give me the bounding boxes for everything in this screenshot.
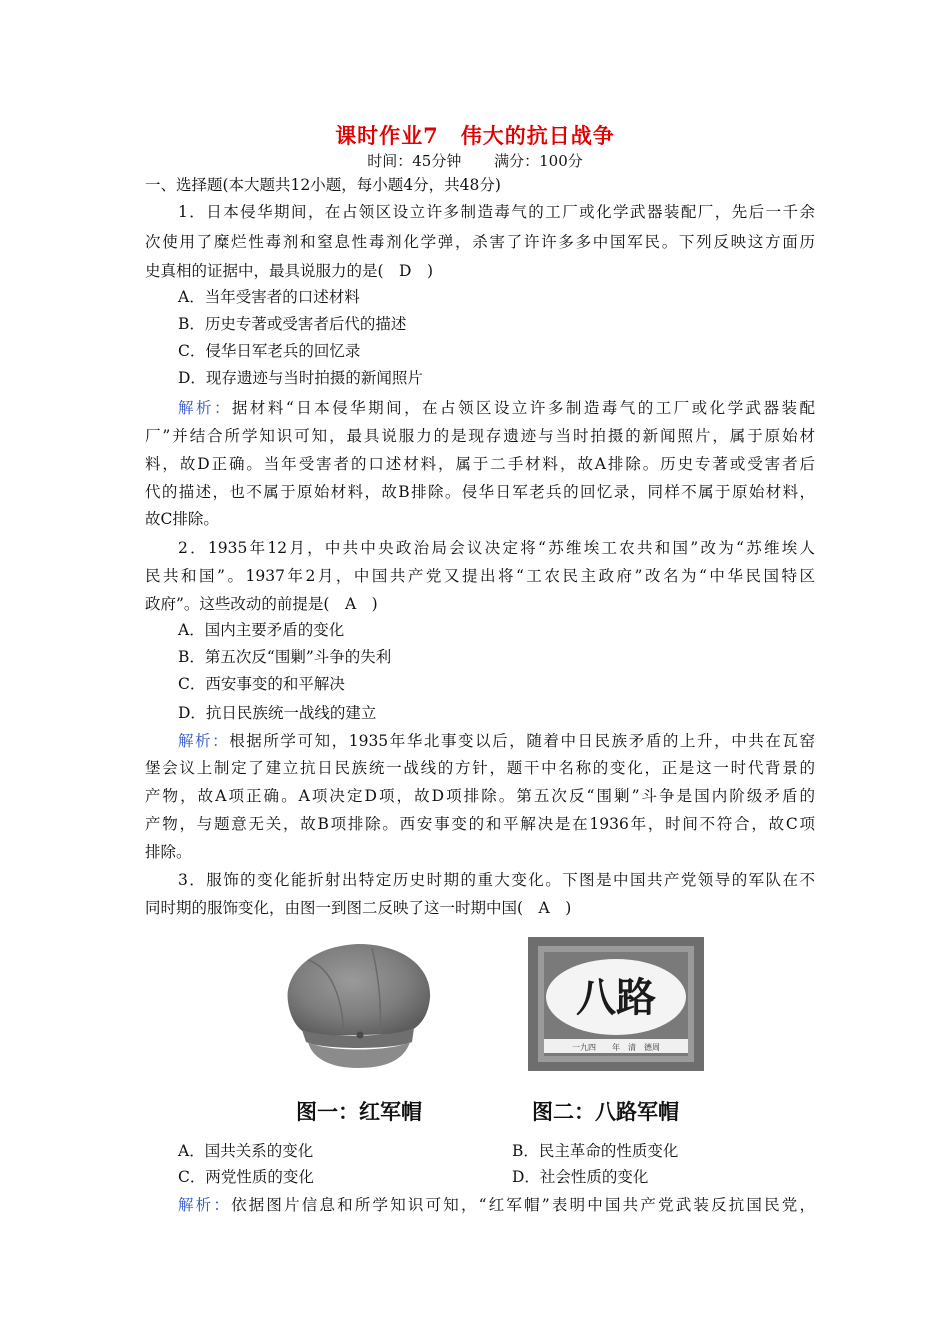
q1-analysis-line: 料，故D正确。当年受害者的口述材料，属于二手材料，故A排除。历史专著或受害者后 (145, 455, 815, 473)
exam-meta (0, 150, 950, 171)
q1-analysis-line: 代的描述，也不属于原始材料，故B排除。侵华日军老兵的回忆录，同样不属于原始材料， (145, 483, 815, 501)
q1-option-b: B．历史专著或受害者后代的描述 (178, 315, 407, 333)
analysis-label: 解析： (178, 732, 230, 750)
q2-option-c: C．西安事变的和平解决 (178, 675, 345, 693)
q3-option-a: A．国共关系的变化 (178, 1142, 314, 1160)
q1-stem-line: 1．日本侵华期间，在占领区设立许多制造毒气的工厂或化学武器装配厂，先后一千余 (178, 203, 815, 221)
q3-analysis-line (178, 1192, 815, 1218)
q1-analysis-line: 厂”并结合所学知识可知，最具说服力的是现存遗迹与当时拍摄的新闻照片，属于原始材 (145, 427, 815, 445)
analysis-label: 解析： (178, 399, 232, 417)
q2-option-d: D．抗日民族统一战线的建立 (178, 704, 377, 722)
figure2-caption: 图二：八路军帽 (532, 1099, 679, 1124)
badge-text: 八路 (576, 974, 656, 1021)
q2-analysis-line (178, 728, 815, 754)
q3-option-c: C．两党性质的变化 (178, 1168, 314, 1186)
analysis-text: 依据图片信息和所学知识可知，“红军帽”表明中国共产党武装反抗国民党， (231, 1196, 815, 1214)
q2-option-a: A．国内主要矛盾的变化 (178, 621, 345, 639)
figure1-caption: 图一：红军帽 (296, 1099, 422, 1124)
q2-stem-line: 2．1935年12月，中共中央政治局会议决定将“苏维埃工农共和国”改为“苏维埃人 (178, 539, 815, 557)
q2-analysis-line: 堡会议上制定了建立抗日民族统一战线的方针，题干中名称的变化，正是这一时代背景的 (145, 759, 815, 777)
q2-analysis-line: 排除。 (145, 843, 192, 861)
q3-stem-line: 同时期的服饰变化，由图一到图二反映了这一时期中国( A ) (145, 899, 572, 917)
q1-stem-line: 史真相的证据中，最具说服力的是( D ) (145, 262, 434, 280)
q1-option-a: A．当年受害者的口述材料 (178, 288, 360, 306)
section-heading: 一、选择题(本大题共12小题，每小题4分，共48分) (145, 176, 501, 194)
time-limit: 时间：45分钟 (367, 152, 462, 170)
q2-stem-line: 政府”。这些改动的前提是( A ) (145, 595, 378, 613)
q3-option-d: D．社会性质的变化 (512, 1168, 649, 1186)
q1-analysis-line: 故C排除。 (145, 510, 219, 528)
badge-bottom-text: 一九四 年 清 德周 (572, 1043, 660, 1052)
analysis-text: 据材料“日本侵华期间，在占领区设立许多制造毒气的工厂或化学武器装配 (231, 399, 815, 417)
analysis-label: 解析： (178, 1196, 232, 1214)
q2-stem-line: 民共和国”。1937年2月，中国共产党又提出将“工农民主政府”改名为“中华民国特区 (145, 567, 815, 585)
analysis-text: 根据所学可知，1935年华北事变以后，随着中日民族矛盾的上升，中共在瓦窑 (229, 732, 815, 750)
eighth-route-army-badge-image (528, 937, 704, 1071)
q1-option-c: C．侵华日军老兵的回忆录 (178, 342, 361, 360)
q1-stem-line: 次使用了糜烂性毒剂和窒息性毒剂化学弹，杀害了许许多多中国军民。下列反映这方面历 (145, 233, 815, 251)
q1-option-d: D．现存遗迹与当时拍摄的新闻照片 (178, 369, 423, 387)
q3-option-b: B．民主革命的性质变化 (512, 1142, 679, 1160)
q2-analysis-line: 产物，与题意无关，故B项排除。西安事变的和平解决是在1936年，时间不符合，故C项 (145, 815, 815, 833)
q2-option-b: B．第五次反“围剿”斗争的失利 (178, 648, 392, 666)
q1-analysis-line (178, 395, 815, 421)
q2-analysis-line: 产物，故A项正确。A项决定D项，故D项排除。第五次反“围剿”斗争是国内阶级矛盾的 (145, 787, 815, 805)
red-army-cap-image (282, 938, 434, 1072)
full-score: 满分：100分 (494, 152, 583, 170)
q3-stem-line: 3．服饰的变化能折射出特定历史时期的重大变化。下图是中国共产党领导的军队在不 (178, 871, 815, 889)
page-title: 课时作业7 伟大的抗日战争 (335, 123, 615, 148)
